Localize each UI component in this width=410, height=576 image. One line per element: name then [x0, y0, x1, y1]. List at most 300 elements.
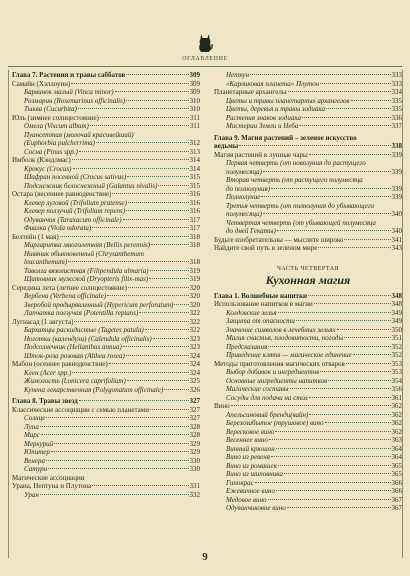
toc-entry[interactable]: [214, 394, 402, 403]
toc-leader: [100, 117, 189, 118]
toc-entry-title: Меркурий: [24, 439, 54, 448]
toc-leader: [261, 196, 390, 197]
toc-entry-title: Остара (весеннее равноденствие): [12, 190, 112, 198]
toc-entry-title: Клен (Acer spp.): [24, 368, 72, 377]
right-border: [402, 70, 403, 558]
toc-page-number: 339: [391, 193, 402, 201]
toc-page-number: 337: [391, 122, 402, 130]
toc-leader: [296, 320, 391, 321]
toc-entry[interactable]: [12, 369, 200, 378]
toc-leader: [271, 188, 390, 189]
toc-page-number: 327: [189, 397, 200, 405]
toc-entry[interactable]: [214, 168, 402, 177]
toc-entry-title: Мабон (осеннее равноденствие): [12, 360, 108, 368]
toc-entry[interactable]: [12, 482, 200, 491]
toc-entry-title: Защита от опасности: [226, 317, 295, 325]
toc-entry[interactable]: [12, 423, 200, 432]
toc-entry-title: Юль (зимнее солнцестояние): [12, 113, 99, 122]
toc-leader: [309, 414, 390, 415]
toc-entry[interactable]: [214, 504, 402, 513]
toc-entry-title: Вербена (Verbena officinale): [24, 292, 107, 300]
toc-entry[interactable]: [12, 267, 200, 276]
toc-leader: [126, 355, 189, 356]
toc-entry[interactable]: [214, 470, 402, 479]
toc-entry-title: Использование напитков в магии: [214, 300, 313, 308]
toc-entry-title: Вересковое вино: [226, 427, 275, 436]
toc-entry[interactable]: [214, 244, 402, 253]
toc-page-number: 350: [391, 325, 402, 334]
toc-entry-title: Ежевичное вино: [226, 487, 276, 495]
toc-entry[interactable]: [12, 301, 200, 310]
toc-entry[interactable]: [12, 182, 200, 191]
toc-entry-title: Магические составы: [226, 385, 289, 393]
toc-entry[interactable]: [214, 122, 402, 131]
toc-entry[interactable]: [214, 496, 402, 505]
toc-page-number: 354: [391, 376, 402, 385]
toc-leader: [79, 151, 189, 152]
toc-leader: [107, 295, 188, 296]
toc-entry[interactable]: [214, 453, 402, 462]
toc-leader: [174, 304, 188, 305]
toc-leader: [112, 193, 188, 194]
toc-page-number: 362: [391, 427, 402, 436]
toc-page-number: 317: [189, 224, 200, 232]
toc-entry-title: Сосна (Pinus spp.): [24, 147, 78, 156]
toc-entry[interactable]: [214, 334, 402, 343]
toc-entry-title: Одуванчик (Taraxacum officinale): [24, 215, 122, 224]
toc-entry[interactable]: [12, 491, 200, 500]
toc-entry[interactable]: [214, 326, 402, 335]
toc-entry-title: Середина лета (летнее солнцестояние): [12, 283, 127, 292]
toc-entry[interactable]: [12, 122, 200, 131]
toc-leader: [309, 397, 391, 398]
toc-leader: [351, 100, 391, 101]
part-label: ЧАСТЬ ЧЕТВЕРТАЯ: [276, 265, 340, 272]
toc-page-number: 330: [189, 456, 200, 465]
toc-entry[interactable]: [12, 335, 200, 344]
toc-entry-title: Вторая четверть (от растущего полумесяца: [226, 176, 363, 184]
toc-entry-title: Розмарин (Rosemarinus officinalis): [24, 96, 126, 105]
toc-page-number: 340: [391, 227, 402, 235]
toc-entry-title: Вино: [214, 402, 230, 410]
toc-leader: [290, 388, 391, 389]
toc-leader: [126, 210, 188, 211]
toc-page-number: 343: [391, 244, 402, 252]
toc-page-number: 362: [391, 410, 402, 419]
toc-entry[interactable]: [12, 292, 200, 301]
toc-page-number: 328: [189, 422, 200, 431]
toc-page-number: 339: [391, 167, 402, 176]
toc-leader: [268, 499, 391, 500]
toc-page-number: 340: [391, 210, 402, 218]
toc-entry[interactable]: [12, 326, 200, 335]
toc-leader: [123, 346, 189, 347]
left-column: [12, 71, 200, 499]
toc-entry-title: Имболк (Кэндлмас): [12, 156, 71, 164]
toc-entry[interactable]: [12, 139, 200, 148]
toc-page-number: 335: [391, 96, 402, 105]
left-border: [8, 70, 9, 558]
toc-chapter[interactable]: [12, 397, 200, 406]
toc-entry[interactable]: [12, 173, 200, 182]
toc-leader: [320, 371, 390, 372]
toc-page-number: 318: [189, 232, 200, 241]
toc-entry[interactable]: [12, 80, 200, 89]
toc-page-number: 315: [189, 181, 200, 190]
toc-entry[interactable]: [12, 309, 200, 318]
toc-leader: [145, 329, 189, 330]
toc-entry[interactable]: [214, 317, 402, 326]
toc-page-number: 352: [391, 351, 402, 359]
toc-leader: [72, 159, 189, 160]
toc-page-number: 311: [189, 122, 200, 130]
toc-leader: [299, 125, 390, 126]
toc-entry-title: Основные ингредиенты напитков: [226, 376, 328, 385]
toc-leader: [73, 168, 189, 169]
toc-leader: [263, 171, 391, 172]
toc-entry[interactable]: [12, 156, 200, 165]
toc-entry[interactable]: [12, 148, 200, 157]
toc-page-number: 328: [189, 431, 200, 439]
toc-entry-title: Урана, Нептуна и Плутона: [12, 482, 92, 490]
part-title: Кухонная магия: [265, 272, 351, 287]
toc-page-number: 320: [189, 283, 200, 292]
toc-entry[interactable]: [12, 114, 200, 123]
toc-entry-title: Щитовник мужской (Dryopteris filix-mas): [24, 275, 149, 283]
toc-entry[interactable]: [214, 97, 402, 106]
toc-entry-title: Бархатцы раскидистые (Tagetes patula): [24, 326, 144, 334]
toc-entry-title: Медовое вино: [226, 495, 267, 504]
toc-entry[interactable]: [214, 185, 402, 194]
toc-leader: [268, 346, 390, 347]
toc-page-number: 334: [391, 88, 402, 96]
toc-entry-title: Подсолнечник (Helianthus annua): [24, 343, 122, 351]
toc-page-number: 367: [391, 495, 402, 504]
toc-entry[interactable]: [12, 465, 200, 474]
toc-entry-title: Цветы и травы планетарных архангелов: [226, 96, 350, 105]
toc-entry-title: Луна: [24, 422, 39, 431]
toc-leader: [126, 100, 188, 101]
header-title: ОГЛАВЛЕНИЕ: [182, 56, 228, 62]
toc-entry[interactable]: [12, 241, 200, 250]
toc-page-number: 325: [189, 377, 200, 385]
toc-entry-title: Таволга вязолистная (Filipendula ulmaria): [24, 266, 149, 275]
toc-leader: [158, 185, 188, 186]
toc-entry[interactable]: [214, 88, 402, 97]
toc-entry-title: Глава 7. Растения и травы саббатов: [12, 71, 126, 79]
toc-page-number: 356: [391, 385, 402, 393]
toc-entry[interactable]: [214, 360, 402, 369]
toc-entry[interactable]: [214, 105, 402, 114]
toc-leader: [287, 507, 391, 508]
toc-entry[interactable]: [12, 207, 200, 216]
toc-entry[interactable]: [214, 428, 402, 437]
toc-leader: [46, 460, 189, 461]
toc-page-number: 316: [189, 190, 200, 198]
toc-page-number: 365: [391, 470, 402, 478]
toc-page-number: 349: [391, 317, 402, 325]
toc-entry-title: leucanthemum): [24, 258, 68, 266]
toc-entry-title: Юпитер: [24, 448, 50, 456]
toc-entry-title: Глава 1. Волшебные напитки: [214, 291, 308, 300]
toc-leader: [51, 451, 189, 452]
toc-entry[interactable]: [214, 411, 402, 420]
toc-entry[interactable]: [12, 360, 200, 369]
toc-entry[interactable]: [214, 227, 402, 236]
toc-page-number: 320: [189, 300, 200, 309]
toc-entry-title: Омела (Viscum album): [24, 122, 89, 130]
toc-entry-title: Глава 8. Травы звезд: [12, 397, 78, 405]
toc-entry-title: Растения знаков зодиака: [226, 113, 301, 122]
toc-page-number: 362: [391, 402, 402, 410]
toc-page-number: 353: [391, 368, 402, 376]
toc-entry-title: Купена лекарственная (Polygonatum officinale): [24, 385, 164, 394]
toc-entry[interactable]: [12, 440, 200, 449]
toc-entry[interactable]: [214, 159, 402, 168]
toc-page-number: 324: [189, 360, 200, 368]
toc-entry-title: Предсказания: [226, 342, 268, 351]
toc-entry[interactable]: [214, 462, 402, 471]
toc-entry[interactable]: [12, 199, 200, 208]
toc-entry-title: Пуансеттия (молочай красивейший): [24, 130, 134, 139]
right-column: [214, 71, 402, 513]
toc-entry-title: Значение символов в лечебных зельях: [226, 325, 336, 334]
toc-page-number: 364: [391, 453, 402, 461]
toc-page-number: 309: [189, 88, 200, 96]
toc-entry[interactable]: [12, 377, 200, 386]
toc-entry[interactable]: [214, 419, 402, 428]
toc-page-number: 313: [189, 147, 200, 156]
toc-leader: [325, 422, 391, 423]
toc-entry-title: Винный крюшон: [226, 444, 275, 453]
toc-entry-title: Глава 9. Магия растений – зеленое искусство: [214, 133, 357, 142]
toc-entry-title: Магические ассоциации: [12, 473, 85, 482]
toc-entry-title: Вино из шиповника: [226, 470, 283, 478]
toc-entry[interactable]: [12, 97, 200, 106]
toc-entry-title: Самайн (Хэллоуин): [12, 79, 71, 88]
toc-leader: [150, 270, 189, 271]
toc-entry-title: Уран: [24, 490, 39, 499]
toc-page-number: 322: [189, 326, 200, 334]
toc-entry[interactable]: [214, 71, 402, 80]
toc-entry-title: Планетарные архангелы: [214, 88, 287, 96]
toc-page-number: 317: [189, 215, 200, 224]
toc-leader: [46, 417, 188, 418]
toc-entry[interactable]: [12, 474, 200, 483]
toc-entry-title: Классические ассоциации с семью планетами: [12, 405, 149, 414]
toc-entry[interactable]: [12, 386, 200, 395]
toc-leader: [309, 154, 391, 155]
toc-page-number: 333: [391, 79, 402, 88]
toc-page-number: 327: [189, 405, 200, 414]
toc-entry[interactable]: [12, 457, 200, 466]
toc-entry-title: Шафран посевной (Crocus sativus): [24, 173, 127, 181]
toc-page-number: 318: [189, 241, 200, 249]
toc-page-number: 329: [189, 439, 200, 448]
toc-entry-title: Выбор добавок и ингредиентов: [226, 368, 320, 376]
toc-entry[interactable]: [214, 479, 402, 488]
toc-leader: [126, 74, 188, 75]
toc-page-number: 349: [391, 308, 402, 317]
toc-leader: [153, 338, 189, 339]
toc-page-number: 338: [391, 142, 402, 150]
toc-chapter[interactable]: [214, 142, 402, 151]
toc-entry-title: Тыква (Cucurbita): [24, 105, 77, 113]
toc-leader: [344, 337, 390, 338]
toc-page-number: 322: [189, 317, 200, 326]
toc-entry[interactable]: [214, 114, 402, 123]
toc-entry[interactable]: [12, 250, 200, 259]
toc-leader: [250, 74, 390, 75]
toc-page-number: 366: [391, 478, 402, 487]
toc-chapter[interactable]: [214, 292, 402, 301]
toc-page-number: 324: [189, 368, 200, 377]
toc-entry-title: Шток-роза розовая (Althea rosea): [24, 351, 125, 360]
toc-entry[interactable]: [12, 414, 200, 423]
toc-entry[interactable]: [12, 406, 200, 415]
toc-entry-title: Нивяник обыкновенный (Chrysanthemum: [24, 249, 144, 258]
toc-entry-title: Марс: [24, 431, 40, 439]
toc-entry[interactable]: [214, 368, 402, 377]
toc-entry-title: полумесяца): [226, 167, 262, 176]
toc-leader: [276, 490, 390, 491]
toc-leader: [127, 380, 189, 381]
toc-page-number: 310: [189, 96, 200, 105]
toc-entry[interactable]: [214, 236, 402, 245]
toc-entry[interactable]: [12, 233, 200, 242]
toc-entry-title: Жимолость (Lonicera caprifolium): [24, 377, 126, 385]
toc-page-number: 316: [189, 207, 200, 215]
toc-entry-title: Гипокрас: [226, 478, 254, 487]
toc-leader: [115, 91, 189, 92]
toc-entry[interactable]: [214, 309, 402, 318]
right-column-top: [214, 71, 402, 253]
toc-entry[interactable]: [12, 448, 200, 457]
toc-page-number: 362: [391, 419, 402, 427]
toc-page-number: 324: [189, 351, 200, 360]
toc-page-number: 348: [391, 300, 402, 308]
toc-entry[interactable]: [214, 377, 402, 386]
toc-entry[interactable]: [12, 224, 200, 233]
toc-entry-title: Лугнасад (1 августа): [12, 317, 74, 326]
toc-entry[interactable]: [214, 176, 402, 185]
toc-entry[interactable]: [214, 436, 402, 445]
toc-entry[interactable]: [214, 202, 402, 211]
toc-entry-title: Колдовские зелья: [226, 308, 277, 317]
toc-entry-title: Полнолуние: [226, 193, 261, 201]
toc-chapter[interactable]: [214, 134, 402, 143]
toc-leader: [326, 108, 391, 109]
toc-entry[interactable]: [214, 402, 402, 411]
toc-page-number: 314: [189, 164, 200, 173]
toc-leader: [90, 125, 189, 126]
toc-page-number: 364: [391, 444, 402, 453]
toc-entry-title: Будьте изобретательны — мыслите широко: [214, 235, 344, 244]
toc-entry[interactable]: [12, 216, 200, 225]
right-column-bottom: [214, 292, 402, 513]
toc-leader: [277, 230, 391, 231]
toc-entry-title: Зверобой продырявленный (Hypericum perforatum): [24, 300, 174, 309]
toc-leader: [41, 434, 189, 435]
toc-entry-title: Клевер луговой (Trifolium pratense): [24, 198, 127, 207]
toc-leader: [164, 389, 188, 390]
toc-page-number: 315: [189, 173, 200, 181]
toc-leader: [72, 372, 188, 373]
toc-entry[interactable]: [214, 351, 402, 360]
toc-leader: [74, 321, 188, 322]
toc-entry-title: (Euphorbia pulcherrima): [24, 139, 95, 147]
toc-leader: [320, 83, 390, 84]
toc-entry[interactable]: [12, 88, 200, 97]
toc-page-number: 348: [391, 291, 402, 300]
toc-entry[interactable]: [12, 343, 200, 352]
toc-entry[interactable]: [214, 219, 402, 228]
toc-leader: [78, 108, 189, 109]
toc-page-number: 310: [189, 105, 200, 113]
toc-leader: [139, 312, 188, 313]
toc-entry-title: Барвинок малый (Vinca minor): [24, 88, 114, 96]
toc-page-number: 341: [391, 235, 402, 244]
toc-entry[interactable]: [214, 210, 402, 219]
toc-entry[interactable]: [12, 431, 200, 440]
toc-leader: [40, 426, 189, 427]
toc-page-number: 309: [189, 79, 200, 88]
toc-leader: [302, 117, 391, 118]
toc-leader: [278, 465, 391, 466]
toc-entry[interactable]: [214, 445, 402, 454]
toc-entry[interactable]: [12, 352, 200, 361]
toc-leader: [68, 261, 188, 262]
toc-entry[interactable]: [214, 343, 402, 352]
toc-entry[interactable]: [214, 151, 402, 160]
toc-entry-title: Найдите свой путь в зеленом мире: [214, 244, 318, 252]
toc-leader: [344, 239, 390, 240]
toc-entry[interactable]: [12, 258, 200, 267]
toc-entry[interactable]: [12, 275, 200, 284]
toc-entry[interactable]: [214, 80, 402, 89]
toc-page-number: 336: [391, 113, 402, 122]
toc-entry[interactable]: [12, 105, 200, 114]
toc-page-number: 319: [189, 275, 200, 283]
toc-leader: [337, 329, 391, 330]
toc-leader: [239, 145, 390, 146]
toc-leader: [275, 431, 390, 432]
toc-entry[interactable]: [12, 131, 200, 140]
toc-page-number: 327: [189, 414, 200, 422]
toc-entry[interactable]: [12, 190, 200, 199]
toc-chapter[interactable]: [12, 71, 200, 80]
toc-entry-title: Фиалка (Viola odorata): [24, 224, 92, 232]
toc-page-number: 331: [189, 482, 200, 490]
toc-leader: [288, 91, 391, 92]
toc-entry-title: Березозабытое (трушовое) вино: [226, 419, 324, 427]
toc-page-number: 319: [189, 266, 200, 275]
toc-entry[interactable]: [12, 318, 200, 327]
toc-entry[interactable]: [214, 487, 402, 496]
toc-entry[interactable]: [12, 284, 200, 293]
toc-entry-title: до дней Гекаты): [226, 227, 276, 235]
toc-page-number: 326: [189, 385, 200, 394]
cat-icon: [196, 30, 214, 54]
toc-leader: [128, 202, 189, 203]
toc-page-number: 352: [391, 342, 402, 351]
toc-entry[interactable]: [214, 385, 402, 394]
toc-entry[interactable]: [12, 165, 200, 174]
toc-entry-title: Сосуды для подачи на стол: [226, 393, 308, 402]
toc-entry[interactable]: [214, 193, 402, 202]
toc-entry-title: Лапчатка ползучая (Potentilla reptans): [24, 309, 139, 317]
toc-entry[interactable]: [214, 300, 402, 309]
